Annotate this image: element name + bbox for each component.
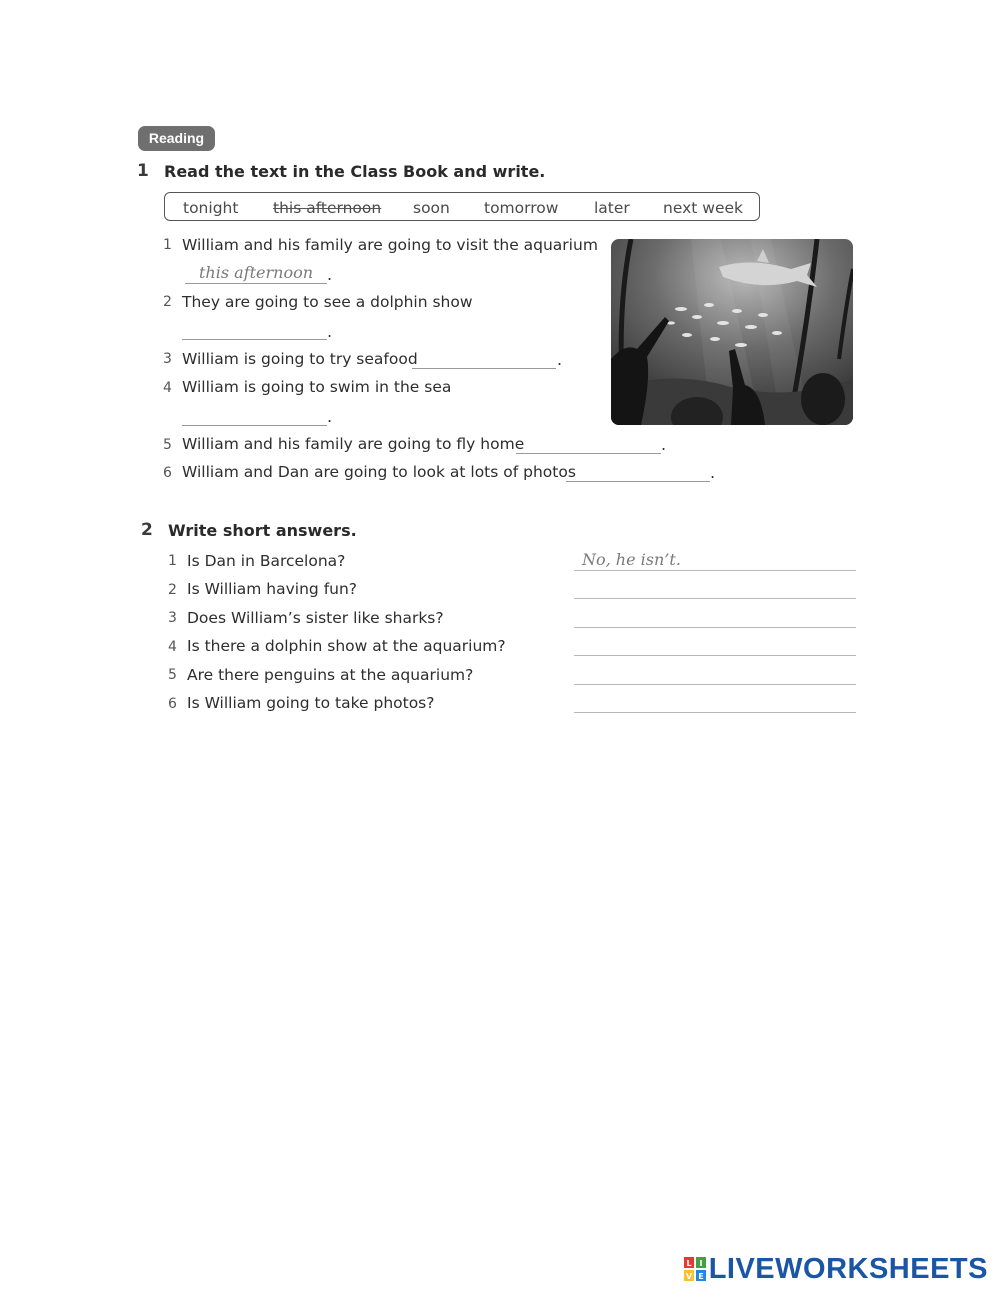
question-text: Is Dan in Barcelona? [187, 552, 346, 570]
answer-line-2[interactable] [182, 339, 327, 340]
item-number: 6 [163, 465, 172, 481]
item-text: They are going to see a dolphin show [182, 293, 473, 311]
logo-text: LIVEWORKSHEETS [708, 1252, 988, 1285]
item-number: 2 [163, 294, 172, 310]
question-text: Is there a dolphin show at the aquarium? [187, 637, 506, 655]
item-number: 5 [168, 667, 177, 683]
word-bank-item: soon [413, 199, 450, 217]
exercise-1-number: 1 [137, 161, 149, 181]
exercise-1-title: Read the text in the Class Book and write. [164, 162, 546, 181]
word-bank-item: next week [663, 199, 743, 217]
mark-letter: I [699, 1259, 703, 1268]
period: . [327, 322, 333, 341]
period: . [710, 463, 716, 482]
word-bank-item-used: this afternoon [273, 199, 382, 217]
liveworksheets-mark-icon [684, 1257, 706, 1281]
item-number: 4 [163, 380, 172, 396]
item-text: William and Dan are going to look at lots of photos [182, 463, 576, 481]
item-number: 1 [168, 553, 177, 569]
period: . [557, 350, 563, 369]
answer-line-6[interactable] [566, 481, 710, 482]
answer-line-4[interactable] [182, 425, 327, 426]
item-text: William is going to try seafood [182, 350, 418, 368]
answer-line-5[interactable] [516, 453, 661, 454]
section-badge: Reading [138, 126, 215, 151]
answer-line-1[interactable] [185, 283, 327, 284]
question-text: Does William’s sister like sharks? [187, 609, 444, 627]
item-text: William and his family are going to visit the aquarium [182, 236, 598, 254]
mark-letter: V [685, 1272, 692, 1281]
question-text: Is William going to take photos? [187, 694, 435, 712]
answer-line-q5[interactable] [574, 684, 856, 685]
answer-line-3[interactable] [412, 368, 556, 369]
word-bank-item: tomorrow [484, 199, 559, 217]
exercise-2-title: Write short answers. [168, 521, 357, 540]
answer-line-q3[interactable] [574, 627, 856, 628]
sample-answer: this afternoon [199, 263, 314, 282]
period: . [327, 265, 333, 284]
exercise-2-number: 2 [141, 520, 153, 540]
question-text: Are there penguins at the aquarium? [187, 666, 474, 684]
answer-line-q1[interactable] [574, 570, 856, 571]
item-number: 2 [168, 582, 177, 598]
item-number: 3 [163, 351, 172, 367]
mark-letter: L [686, 1259, 692, 1268]
item-text: William and his family are going to fly home [182, 435, 525, 453]
answer-line-q4[interactable] [574, 655, 856, 656]
period: . [327, 407, 333, 426]
answer-line-q2[interactable] [574, 598, 856, 599]
item-number: 5 [163, 437, 172, 453]
item-number: 4 [168, 639, 177, 655]
item-number: 1 [163, 237, 172, 253]
period: . [661, 435, 667, 454]
item-number: 3 [168, 610, 177, 626]
item-text: William is going to swim in the sea [182, 378, 452, 396]
answer-line-q6[interactable] [574, 712, 856, 713]
liveworksheets-logo[interactable] [684, 1254, 988, 1284]
item-number: 6 [168, 696, 177, 712]
sample-answer: No, he isn’t. [582, 550, 681, 569]
aquarium-photo [611, 239, 853, 425]
question-text: Is William having fun? [187, 580, 358, 598]
mark-letter: E [697, 1272, 704, 1281]
word-bank-item: later [594, 199, 630, 217]
word-bank-item: tonight [183, 199, 239, 217]
aquarium-illustration [611, 239, 853, 425]
